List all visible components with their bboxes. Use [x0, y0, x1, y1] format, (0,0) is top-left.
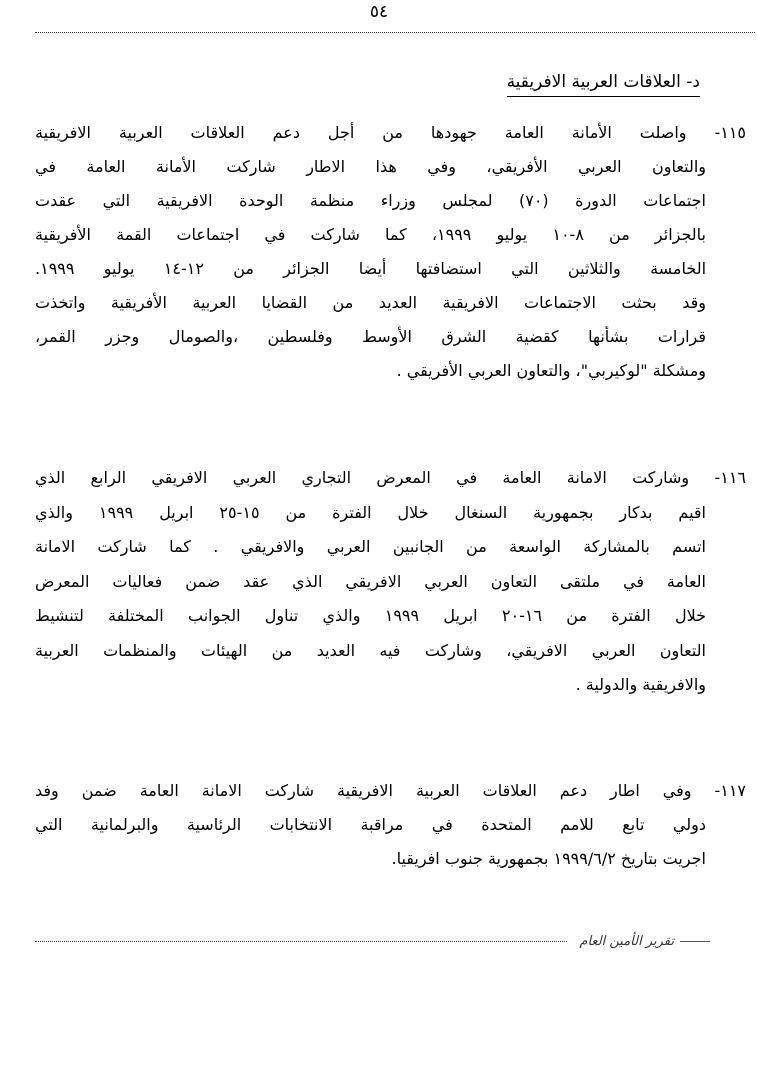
paragraph-line: بالجزائر من ٨-١٠ يوليو ١٩٩٩، كما شاركت في اجتماعات القمة الأفريقية — [35, 225, 706, 244]
paragraph-line: قرارات بشأنها كقضية الشرق الأوسط وفلسطين ،والصومال وجزر القمر، — [35, 327, 706, 346]
paragraph-line: ومشكلة "لوكيربي"، والتعاون العربي الأفريقي . — [396, 361, 706, 380]
paragraph-line: اتسم بالمشاركة الواسعة من الجانبين العربي والافريقي . كما شاركت الامانة — [35, 537, 706, 556]
paragraph-first-line: ١١٦- وشاركت الامانة العامة في المعرض التجاري العربي الافريقي الرابع الذي — [35, 468, 746, 487]
header-divider — [35, 32, 755, 33]
paragraph-line: والافريقية والدولية . — [575, 675, 706, 694]
paragraph-line: اجريت بتاريخ ١٩٩٩/٦/٢ بجمهورية جنوب افريقيا. — [391, 849, 706, 868]
paragraph-line: العامة في ملتقى التعاون العربي الافريقي الذي عقد ضمن فعاليات المعرض — [35, 571, 706, 591]
paragraph-line: دولي تابع للامم المتحدة في مراقبة الانتخابات الرئاسية والبرلمانية التي — [35, 815, 706, 834]
paragraph-first-line: ١١٥- واصلت الأمانة العامة جهودها من أجل دعم العلاقات العربية الافريقية — [35, 123, 746, 142]
paragraph-line: اقيم بدكار بجمهورية السنغال خلال الفترة من ١٥-٢٥ ابريل ١٩٩٩ والذي — [35, 502, 706, 522]
section-heading: د- العلاقات العربية الافريقية — [507, 72, 700, 97]
paragraph-line: والتعاون العربي الأفريقي، وفي هذا الاطار شاركت الأمانة العامة في — [35, 157, 706, 176]
paragraph-line: التعاون العربي الافريقي، وشاركت فيه العديد من الهيئات والمنظمات العربية — [35, 640, 706, 660]
paragraph-line: الخامسة والثلاثين التي استضافتها أيضا الجزائر من ١٢-١٤ يوليو ١٩٩٩. — [35, 259, 706, 278]
footer-divider — [35, 941, 567, 942]
page-footer — [35, 930, 710, 952]
paragraph-line: وقد بحثت الاجتماعات الافريقية العديد من القضايا العربية الأفريقية واتخذت — [35, 293, 706, 312]
footer-title: تقرير الأمين العام — [579, 933, 674, 949]
footer-dash — [680, 941, 710, 942]
paragraph-line: اجتماعات الدورة (٧٠) لمجلس وزراء منظمة الوحدة الافريقية التي عقدت — [35, 191, 706, 210]
page-number: ٥٤ — [369, 2, 389, 22]
paragraph-first-line: ١١٧- وفي اطار دعم العلاقات العربية الافريقية شاركت الامانة العامة ضمن وفد — [35, 781, 746, 800]
paragraph-line: خلال الفترة من ١٦-٢٠ ابريل ١٩٩٩ والذي تناول الجوانب المختلفة لتنشيط — [35, 606, 706, 625]
